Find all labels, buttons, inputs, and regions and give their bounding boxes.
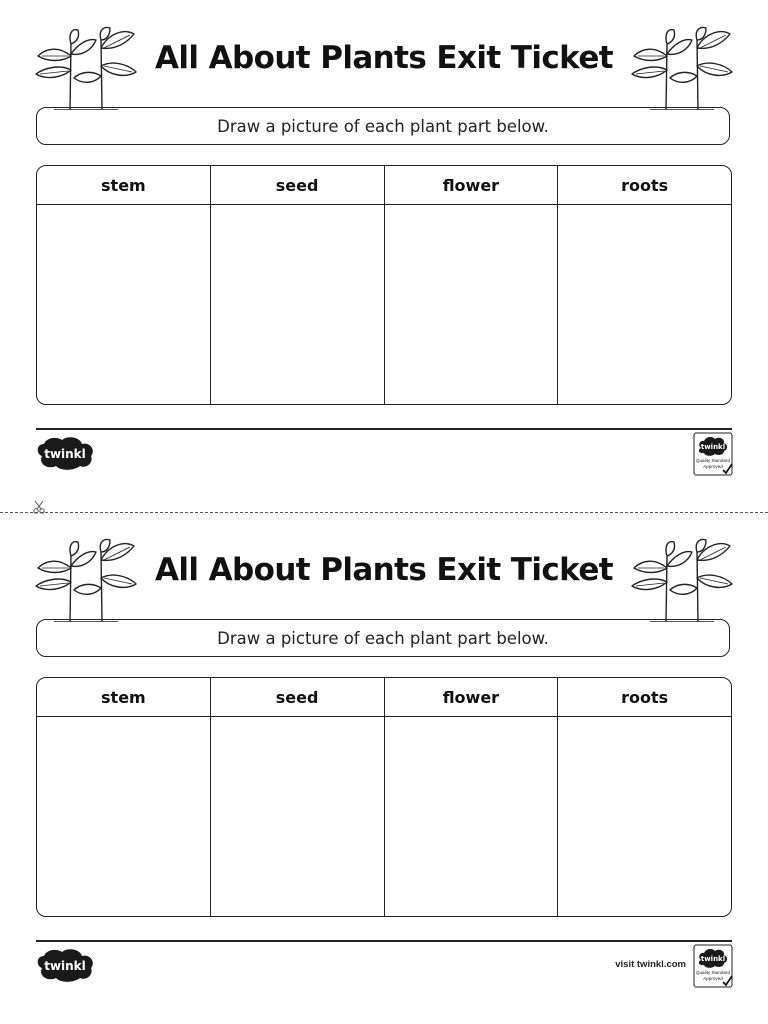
column-seed bbox=[211, 678, 385, 916]
badge-line1: Quality Standard bbox=[695, 458, 731, 463]
column-roots bbox=[558, 166, 731, 404]
badge-brand: twinkl bbox=[700, 443, 726, 451]
badge-line2: Approved bbox=[703, 976, 723, 981]
badge-line1: Quality Standard bbox=[695, 970, 731, 975]
column-header: flower bbox=[385, 166, 558, 205]
column-flower bbox=[385, 166, 559, 404]
drawing-area bbox=[211, 717, 384, 916]
column-header: seed bbox=[211, 678, 384, 717]
visit-link[interactable]: visit twinkl.com bbox=[615, 959, 686, 970]
instruction-box: Draw a picture of each plant part below. bbox=[36, 107, 730, 145]
drawing-area bbox=[558, 205, 731, 404]
instruction-box: Draw a picture of each plant part below. bbox=[36, 619, 730, 657]
column-seed bbox=[211, 166, 385, 404]
drawing-area bbox=[385, 717, 558, 916]
drawing-area bbox=[37, 717, 210, 916]
column-header: seed bbox=[211, 166, 384, 205]
footer-divider bbox=[36, 428, 732, 430]
drawing-grid bbox=[36, 165, 732, 405]
drawing-area bbox=[385, 205, 558, 404]
exit-ticket-top bbox=[0, 0, 768, 490]
column-flower bbox=[385, 678, 559, 916]
column-header: flower bbox=[385, 678, 558, 717]
plant-icon bbox=[630, 26, 734, 110]
column-header: roots bbox=[558, 166, 731, 205]
column-roots bbox=[558, 678, 731, 916]
column-header: roots bbox=[558, 678, 731, 717]
column-stem bbox=[37, 678, 211, 916]
quality-badge-icon bbox=[693, 432, 733, 476]
badge-brand: twinkl bbox=[700, 955, 726, 963]
drawing-area bbox=[211, 205, 384, 404]
drawing-area bbox=[37, 205, 210, 404]
plant-icon bbox=[630, 538, 734, 622]
drawing-grid bbox=[36, 677, 732, 917]
column-header: stem bbox=[37, 678, 210, 717]
logo-text: twinkl bbox=[44, 959, 86, 973]
column-stem bbox=[37, 166, 211, 404]
logo-text: twinkl bbox=[44, 447, 86, 461]
twinkl-logo bbox=[36, 436, 94, 470]
ticket-title: All About Plants Exit Ticket bbox=[155, 40, 613, 76]
quality-badge-icon bbox=[693, 944, 733, 988]
twinkl-logo bbox=[36, 948, 94, 982]
column-header: stem bbox=[37, 166, 210, 205]
drawing-area bbox=[558, 717, 731, 916]
exit-ticket-bottom bbox=[0, 512, 768, 1002]
badge-line2: Approved bbox=[703, 464, 723, 469]
ticket-title: All About Plants Exit Ticket bbox=[155, 552, 613, 588]
footer-divider bbox=[36, 940, 732, 942]
